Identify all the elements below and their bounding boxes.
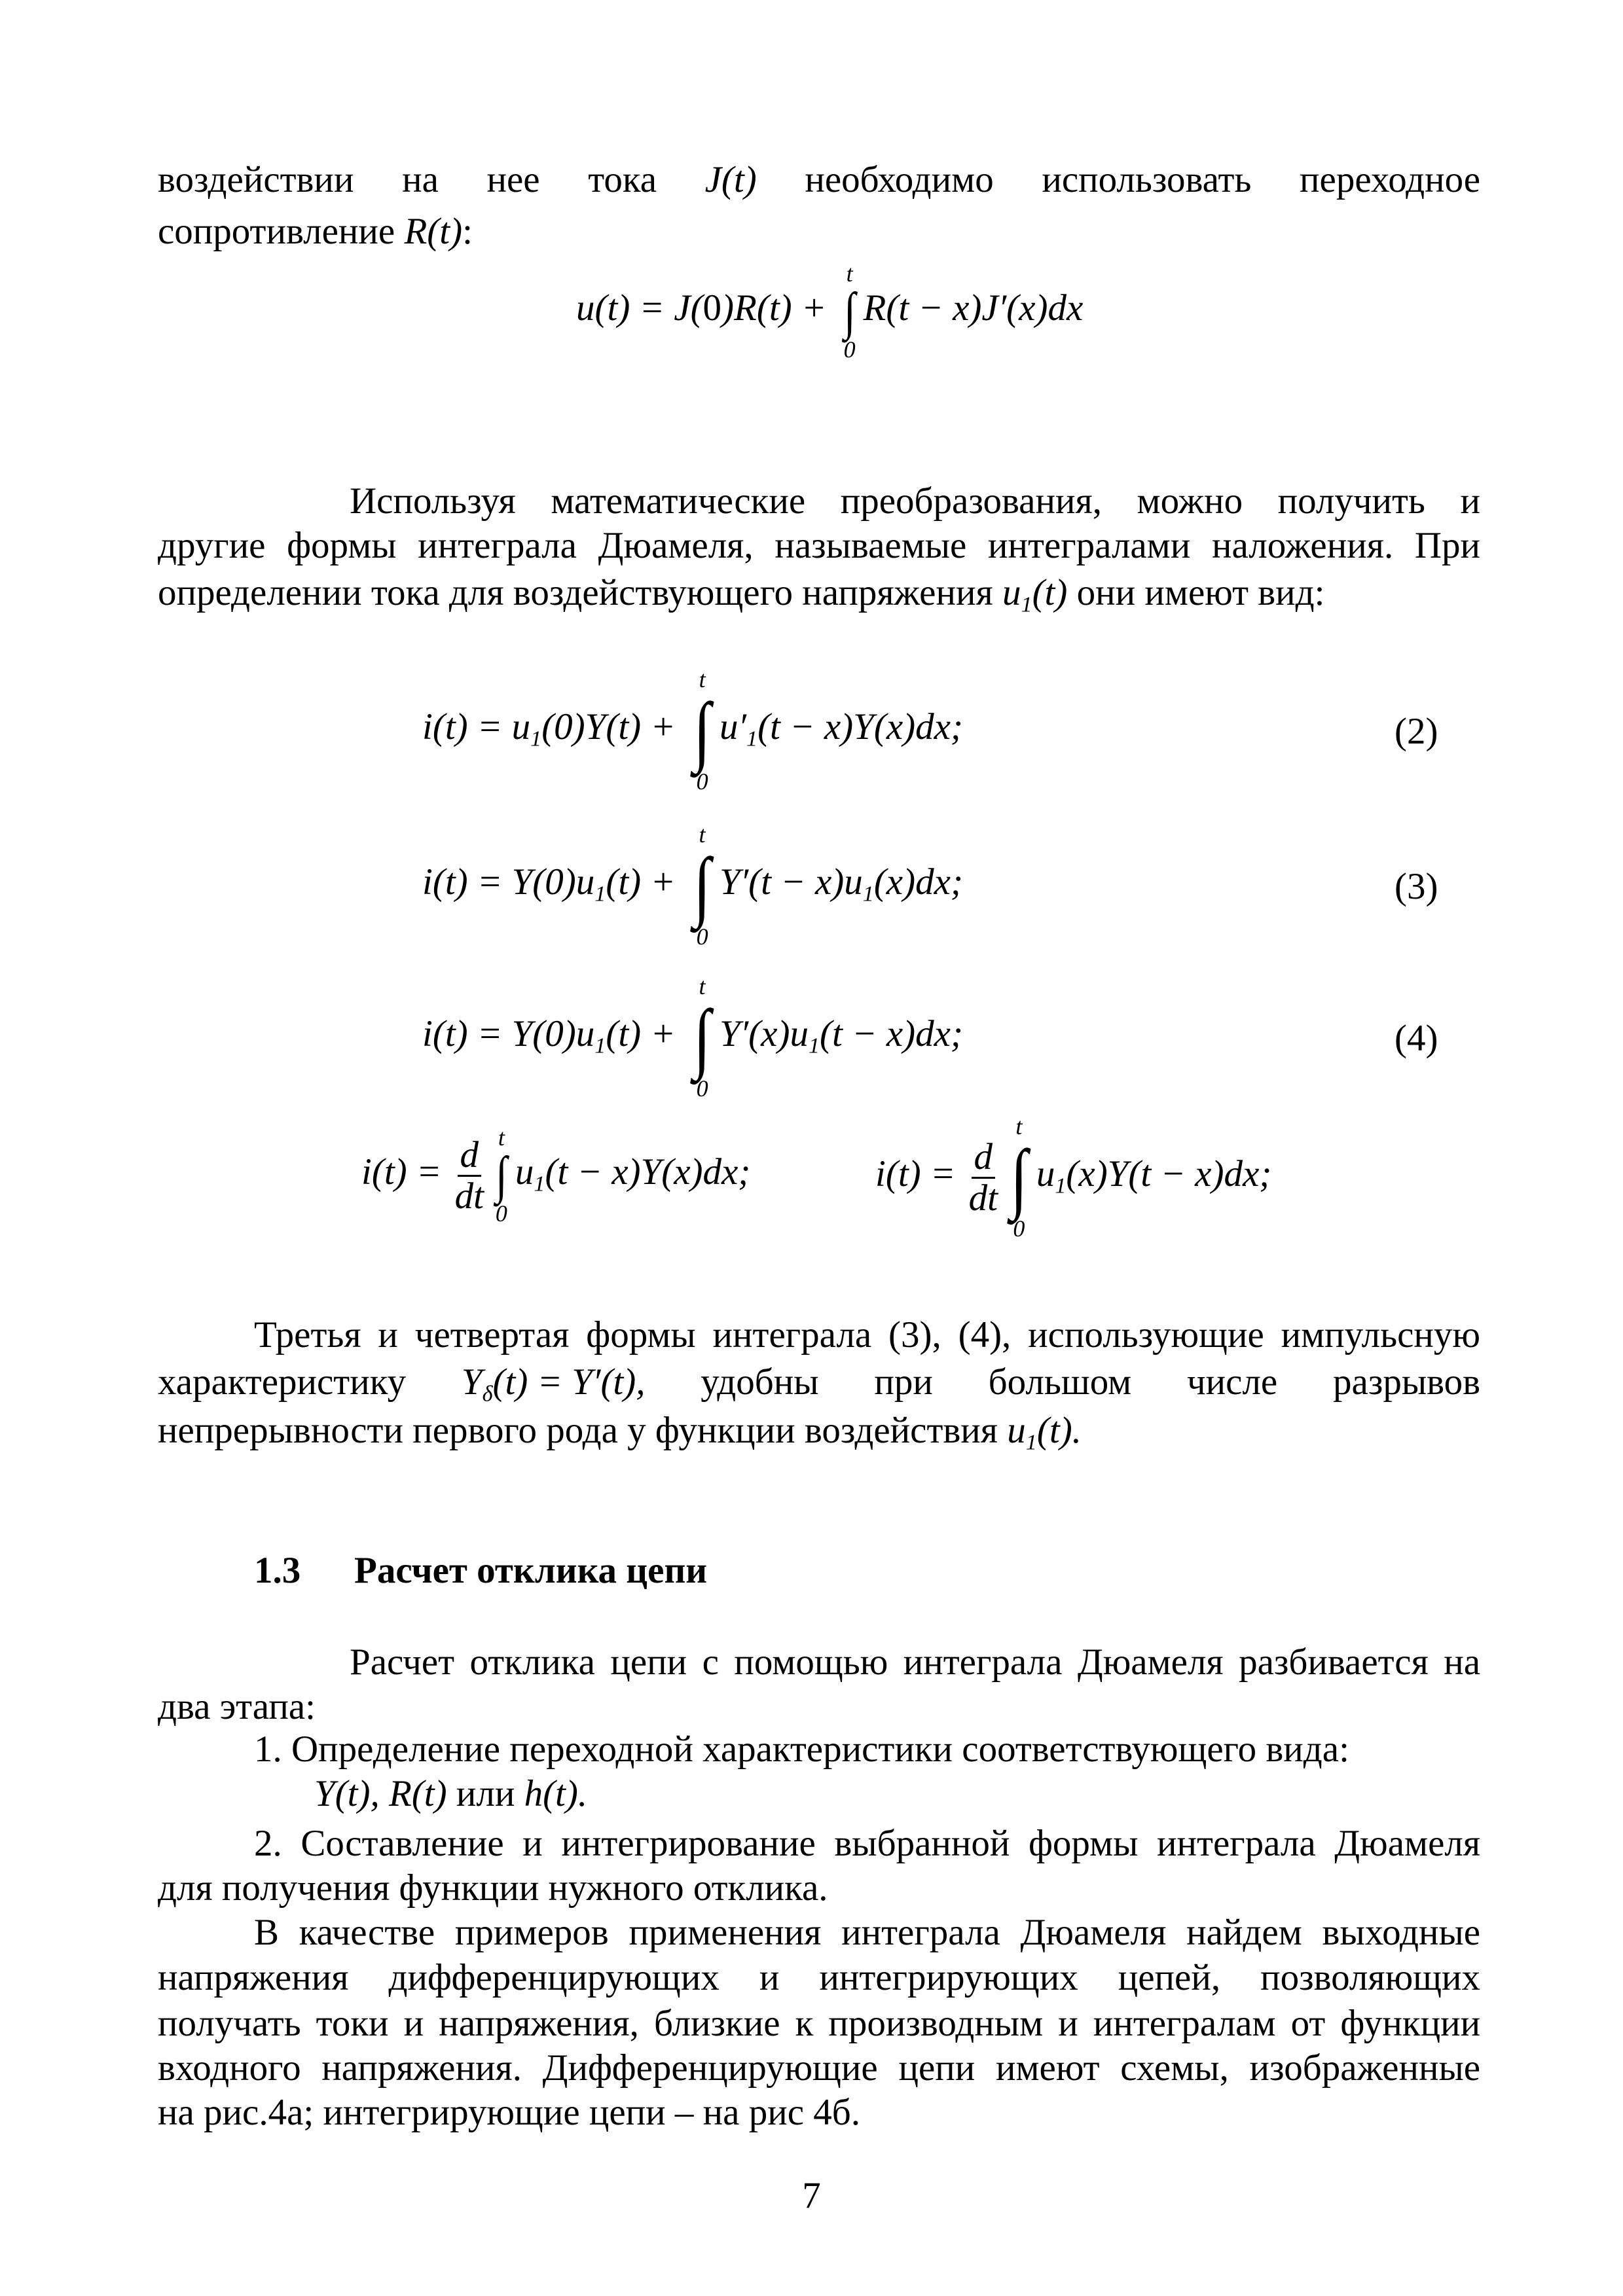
text-run: найдем (1186, 1912, 1302, 1953)
equation-number: (2) (1395, 711, 1438, 752)
text-run: Дифференцирующие (542, 2047, 878, 2089)
math-text: h(t). (524, 1773, 588, 1814)
math-subscript: 1 (746, 726, 758, 751)
integral (691, 668, 713, 793)
math-symbol: Y (461, 1361, 483, 1403)
text-run: интегралами (988, 525, 1191, 566)
text-run: удобны (701, 1361, 819, 1403)
text-run: В (254, 1912, 280, 1953)
math-subscript: 1 (1055, 1174, 1067, 1198)
text-run: выбранной (834, 1823, 1010, 1864)
text-run: интегрирование (561, 1823, 816, 1864)
inline-math (1002, 570, 1067, 628)
equation-2 (422, 668, 963, 793)
text-run: определении тока для воздействующего напряжения (158, 572, 1002, 613)
text-run: Третья (254, 1314, 361, 1355)
text-run: Дюамеля, (598, 525, 754, 566)
math-symbol: u (1007, 1410, 1026, 1451)
text-run: импульсную (1281, 1314, 1480, 1355)
math-text: i(t) = (422, 706, 512, 748)
text-run: напряжения. (321, 2047, 522, 2089)
text-run: помощью (734, 1641, 888, 1683)
section-number: 1.3 (254, 1550, 301, 1591)
math-text: (0)Y(t) + (541, 706, 685, 748)
list-item (254, 1727, 1577, 1772)
math-text: i(t) = Y(0) (422, 1013, 576, 1055)
text-run: называемые (775, 525, 967, 566)
section-title: Расчет отклика цепи (354, 1550, 708, 1591)
text-line (350, 1640, 1480, 1685)
text-run: дифференцирующих (388, 1957, 720, 1998)
math-text: i(t) = Y(0) (422, 861, 576, 903)
text-run: производным (828, 2003, 1044, 2044)
text-run: напряжения, (439, 2003, 639, 2044)
text-run: отклика (469, 1641, 595, 1683)
math-subscript: δ (482, 1382, 493, 1407)
inline-math (1007, 1408, 1082, 1465)
text-run: и (1058, 2003, 1078, 2044)
fraction-denominator: dt (968, 1177, 998, 1219)
text-run: Дюамеля (1020, 1912, 1167, 1953)
text-run: функции (1340, 2003, 1481, 2044)
fraction (969, 1138, 998, 1218)
integral-upper-limit: t (699, 666, 706, 692)
integral-upper-limit: t (699, 821, 706, 848)
text-run: два этапа: (158, 1686, 316, 1727)
text-line (158, 1408, 1480, 1465)
math-expression (422, 975, 963, 1100)
math-subscript: 1 (862, 882, 874, 906)
math-symbol: u (575, 861, 595, 903)
integral-sign-icon: ∫ (843, 283, 856, 340)
math-text: (t). (1036, 1410, 1082, 1451)
integral (494, 1126, 509, 1225)
text-run: тока (588, 159, 657, 200)
text-run: другие (158, 525, 266, 566)
integral (691, 975, 713, 1100)
text-run: на (402, 159, 439, 200)
text-run: и (522, 1823, 543, 1864)
equation-number: (3) (1395, 866, 1438, 907)
list-item (314, 1771, 1623, 1817)
integral-lower-limit: 0 (696, 924, 708, 950)
text-run: имеют (995, 2047, 1100, 2089)
text-line (158, 2090, 1480, 2136)
math-numeral: 0 (702, 287, 722, 329)
text-run: позволяющих (1260, 1957, 1481, 1998)
inline-math (705, 157, 757, 203)
text-run: Расчет (350, 1641, 455, 1683)
math-expression (422, 823, 963, 948)
text-line (254, 1910, 1480, 1956)
text-run: При (1414, 525, 1481, 566)
math-text: R(t) (404, 211, 463, 252)
text-run: необходимо (805, 159, 994, 200)
fraction-denominator: dt (454, 1175, 484, 1217)
integral-upper-limit: t (699, 973, 706, 999)
text-run: выходные (1322, 1912, 1481, 1953)
text-run: интеграла (903, 1641, 1063, 1683)
math-expression (422, 668, 963, 793)
math-text: (t − x)dx; (820, 1013, 963, 1055)
text-line (158, 157, 1480, 203)
math-text: J(t) (704, 159, 757, 200)
equation-3 (422, 823, 963, 948)
integral-upper-limit: t (846, 260, 853, 287)
text-run: получать (158, 2003, 301, 2044)
math-text: (t − x)Y(x)dx; (545, 1151, 751, 1193)
text-run: нее (486, 159, 540, 200)
math-text: )R(t) + (721, 287, 836, 329)
text-run: большом (988, 1361, 1132, 1403)
text-run: токи (316, 2003, 389, 2044)
text-run: близкие (653, 2003, 780, 2044)
page-number: 7 (802, 2175, 821, 2216)
math-subscript: 1 (594, 882, 606, 906)
text-run: интегрирующих (819, 1957, 1078, 1998)
math-text: u(t) = J( (576, 287, 703, 329)
text-run: Используя (350, 480, 516, 522)
text-line (158, 209, 1480, 255)
integral-lower-limit: 0 (696, 768, 708, 795)
integral (843, 262, 857, 361)
math-symbol: u′ (720, 706, 746, 748)
list-item (254, 1821, 1480, 1867)
math-text: (x)dx; (873, 861, 963, 903)
text-run: 2. (254, 1823, 282, 1864)
text-run: качестве (299, 1912, 435, 1953)
math-subscript: 1 (530, 726, 542, 751)
text-run: интеграла (418, 525, 577, 566)
text-run: напряжения (158, 1957, 349, 1998)
text-run: математические (551, 480, 806, 522)
math-text: (t − x)Y(x)dx; (757, 706, 963, 748)
integral-upper-limit: t (1015, 1113, 1023, 1139)
fraction-numerator: d (458, 1136, 482, 1177)
math-subscript: 1 (1025, 1430, 1037, 1455)
math-text: Y′(t − x) (720, 861, 845, 903)
math-symbol: u (844, 861, 863, 903)
text-run: можно (1137, 480, 1243, 522)
text-run: наложения. (1211, 525, 1394, 566)
fraction (455, 1136, 484, 1216)
text-run: входного (158, 2047, 301, 2089)
text-line (158, 2001, 1480, 2047)
fraction-numerator: d (972, 1138, 996, 1179)
text-run: изображенные (1249, 2047, 1481, 2089)
text-run: использующие (1028, 1314, 1264, 1355)
integral-sign-icon: ∫ (496, 1147, 507, 1204)
math-text: Y(t), R(t) (314, 1773, 447, 1814)
text-run: к (795, 2003, 814, 2044)
text-run: (4), (958, 1314, 1012, 1355)
integral-sign-icon: ∫ (1010, 1134, 1028, 1221)
text-line (158, 1684, 1480, 1730)
text-line (158, 570, 1480, 628)
integral-sign-icon: ∫ (693, 994, 711, 1081)
math-text: i(t) = (361, 1151, 451, 1193)
text-run: на рис.4а; интегрирующие цепи – на рис 4б. (158, 2092, 861, 2133)
integral-sign-icon: ∫ (693, 687, 711, 774)
text-run: формы (586, 1314, 696, 1355)
text-run: : (462, 211, 473, 252)
math-text: (t) + (606, 1013, 685, 1055)
text-run: сопротивление (158, 211, 405, 252)
integral-lower-limit: 0 (843, 336, 856, 363)
text-run: цепи (610, 1641, 687, 1683)
text-run: и (759, 1957, 780, 1998)
text-run: интеграла (712, 1314, 872, 1355)
text-run: Дюамеля (1077, 1641, 1224, 1683)
text-run: и (1460, 480, 1480, 522)
text-run: формы (1029, 1823, 1139, 1864)
text-run: от (1290, 2003, 1326, 2044)
equation-5a (361, 1126, 750, 1225)
math-text: Y′(x) (720, 1013, 790, 1055)
text-run: Дюамеля (1334, 1823, 1481, 1864)
equation-number: (4) (1395, 1018, 1438, 1059)
math-text: (t) + (606, 861, 685, 903)
text-run: на (1444, 1641, 1481, 1683)
math-subscript: 1 (1021, 592, 1032, 617)
math-symbol: u (515, 1151, 534, 1193)
text-run: они имеют вид: (1067, 572, 1325, 613)
text-run: четвертая (414, 1314, 570, 1355)
math-subscript: 1 (534, 1172, 545, 1196)
text-run: для получения функции нужного отклика. (158, 1867, 828, 1909)
text-line (350, 478, 1480, 524)
text-line (158, 2045, 1480, 2091)
text-run: 1. Определение переходной характеристики соответствующего вида: (254, 1729, 1349, 1770)
equation-4 (422, 975, 963, 1100)
text-run: характеристику (158, 1361, 407, 1403)
math-expression (875, 1115, 1271, 1240)
text-run: использовать (1042, 159, 1252, 200)
integral-upper-limit: t (498, 1124, 505, 1151)
text-run: цепей, (1118, 1957, 1221, 1998)
text-run: интегралам (1093, 2003, 1276, 2044)
math-symbol: u (790, 1013, 809, 1055)
text-run: преобразования, (840, 480, 1102, 522)
text-line (254, 1312, 1480, 1358)
math-text: (x)Y(t − x)dx; (1066, 1153, 1272, 1195)
text-run: при (874, 1361, 933, 1403)
math-subscript: 1 (808, 1033, 820, 1058)
text-run: воздействии (158, 159, 354, 200)
integral-lower-limit: 0 (495, 1200, 507, 1227)
math-symbol: u (511, 706, 531, 748)
math-symbol: u (575, 1013, 595, 1055)
text-run: и (378, 1314, 398, 1355)
text-line (158, 1955, 1480, 2001)
math-text: i(t) = (875, 1153, 965, 1195)
text-line (158, 523, 1480, 569)
text-line (158, 1865, 1480, 1911)
text-run: схемы, (1120, 2047, 1229, 2089)
equation-5b (875, 1115, 1271, 1240)
text-run: (3), (888, 1314, 941, 1355)
inline-math (404, 209, 462, 255)
text-run: разбивается (1239, 1641, 1429, 1683)
inline-math (524, 1771, 588, 1817)
math-text: (t) = Y′(t), (492, 1361, 646, 1403)
text-run: разрывов (1333, 1361, 1481, 1403)
math-text: (t) (1032, 572, 1068, 613)
math-symbol: u (1036, 1153, 1055, 1195)
text-run: числе (1187, 1361, 1278, 1403)
text-run: получить (1277, 480, 1425, 522)
text-run: непрерывности первого рода у функции воздействия (158, 1410, 1008, 1451)
text-run: интеграла (1157, 1823, 1316, 1864)
math-expression (361, 1126, 750, 1225)
text-run: Составление (301, 1823, 504, 1864)
text-run: переходное (1300, 159, 1481, 200)
integral (1008, 1115, 1030, 1240)
text-run: формы (287, 525, 397, 566)
text-run: с (702, 1641, 719, 1683)
math-expression (576, 262, 1083, 361)
math-symbol: u (1002, 572, 1021, 613)
math-subscript: 1 (594, 1033, 606, 1058)
integral (691, 823, 713, 948)
math-text: R(t − x)J′(x)dx (863, 287, 1084, 329)
text-run: и (403, 2003, 424, 2044)
integral-lower-limit: 0 (696, 1075, 708, 1102)
integral-sign-icon: ∫ (693, 842, 711, 929)
inline-math (314, 1771, 447, 1817)
equation-1 (576, 262, 1083, 361)
text-run: примеров (454, 1912, 609, 1953)
integral-lower-limit: 0 (1013, 1215, 1025, 1242)
text-run: или (447, 1773, 524, 1814)
text-run: интеграла (841, 1912, 1000, 1953)
text-run: цепи (898, 2047, 976, 2089)
text-run: применения (629, 1912, 822, 1953)
